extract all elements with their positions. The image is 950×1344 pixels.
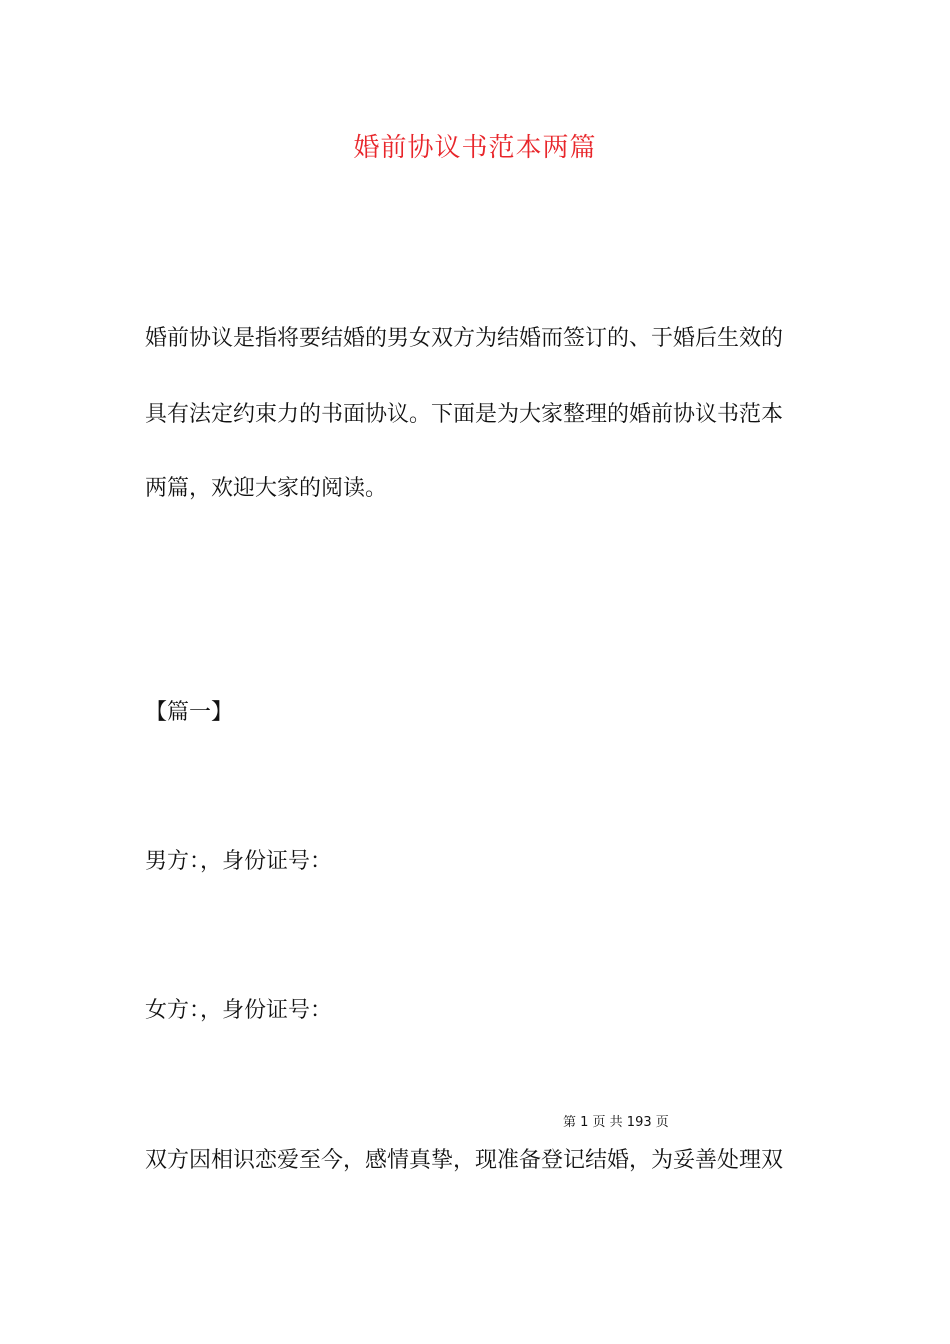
intro-line-1: 婚前协议是指将要结婚的男女双方为结婚而签订的、于婚后生效的 — [145, 326, 784, 351]
document-title: 婚前协议书范本两篇 — [353, 133, 597, 163]
intro-line-2: 具有法定约束力的书面协议。下面是为大家整理的婚前协议书范本 — [145, 402, 784, 427]
intro-line-3: 两篇，欢迎大家的阅读。 — [145, 476, 388, 501]
page-number-footer: 第 1 页 共 193 页 — [563, 1115, 669, 1130]
male-party-line: 男方：，身份证号： — [145, 849, 333, 874]
section-heading: 【篇一】 — [145, 700, 234, 725]
body-text-line: 双方因相识恋爱至今，感情真挚，现准备登记结婚，为妥善处理双 — [145, 1148, 784, 1173]
female-party-line: 女方：，身份证号： — [145, 998, 333, 1023]
